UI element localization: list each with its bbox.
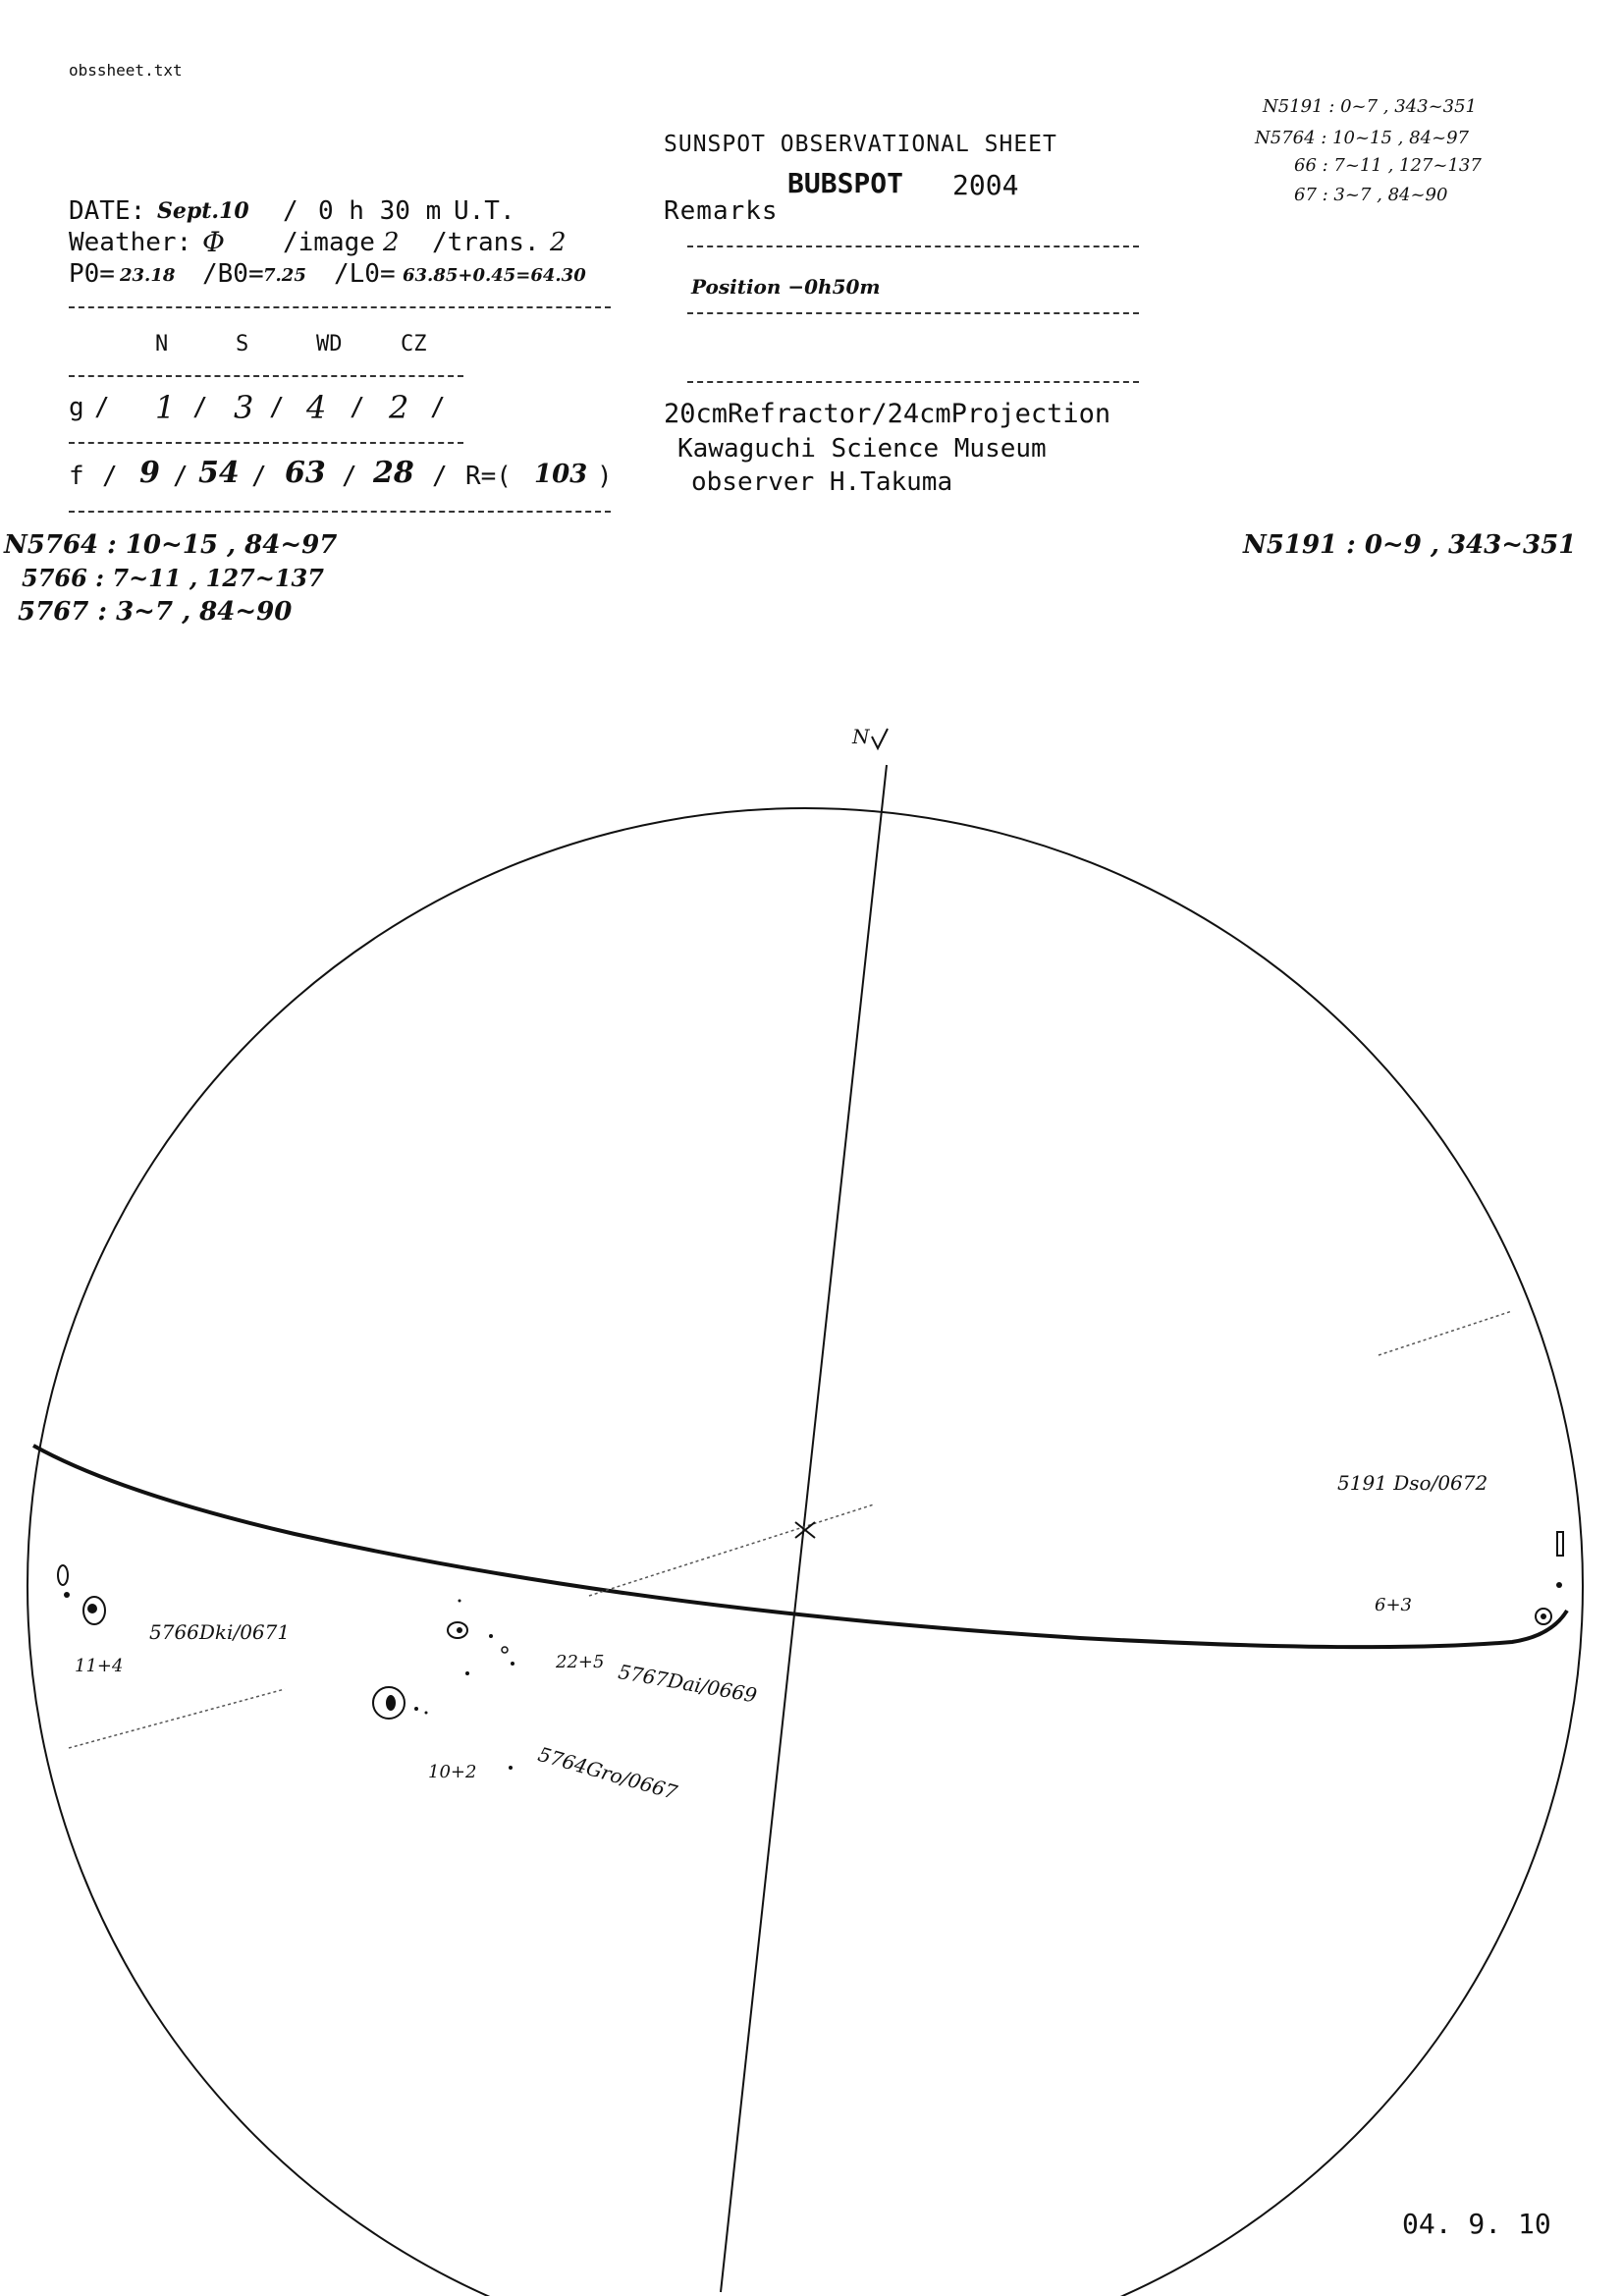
file-label: obssheet.txt: [69, 61, 183, 80]
sunspot-group-5764: [373, 1687, 513, 1770]
f-row-sep: /: [342, 462, 357, 491]
date-label: DATE:: [69, 196, 146, 226]
p0-label: P0=: [69, 259, 115, 289]
g-row-label: g: [69, 393, 84, 422]
group-label-5191: 5191 Dso/0672: [1337, 1471, 1488, 1495]
b0-label: /B0=: [202, 259, 264, 289]
image-label: /image: [283, 228, 375, 257]
group-count-5767: 22+5: [556, 1652, 605, 1672]
remarks-note: Position −0h50m: [691, 275, 881, 299]
g-value-wd: 4: [306, 389, 327, 426]
instrument-line3: observer H.Takuma: [691, 467, 953, 497]
north-label: N: [852, 725, 870, 748]
f-row-sep: /: [251, 462, 267, 491]
group-count-5764: 10+2: [428, 1762, 477, 1782]
left-note: 5766 : 7~11 , 127~137: [22, 564, 324, 592]
instrument-line2: Kawaguchi Science Museum: [677, 434, 1047, 464]
l0-value: 63.85+0.45=64.30: [403, 265, 586, 286]
f-value-cz: 28: [373, 456, 414, 490]
time-unit: U.T.: [454, 196, 515, 226]
group-count-5766: 11+4: [75, 1656, 124, 1676]
g-value-cz: 2: [389, 389, 409, 426]
remarks-label: Remarks: [664, 196, 779, 226]
trans-label: /trans.: [432, 228, 540, 257]
g-row-sep: /: [350, 393, 365, 422]
col-header-wd: WD: [316, 332, 343, 356]
group-label-5764: 5764Gro/0667: [535, 1742, 680, 1805]
sheet-title: SUNSPOT OBSERVATIONAL SHEET: [664, 132, 1057, 157]
p0-value: 23.18: [120, 265, 176, 286]
left-note: 5767 : 3~7 , 84~90: [18, 597, 293, 627]
top-right-note: N5764 : 10~15 , 84~97: [1255, 128, 1470, 148]
date-value: Sept.10: [157, 198, 249, 224]
f-value-n: 9: [139, 456, 160, 490]
g-row-sep: /: [269, 393, 285, 422]
time-value: 0 h 30 m: [318, 196, 442, 226]
r-value: 103: [534, 460, 588, 489]
f-value-s: 54: [198, 456, 240, 490]
footer-date: 04. 9. 10: [1402, 2208, 1551, 2240]
f-row-sep: /: [173, 462, 189, 491]
f-value-wd: 63: [285, 456, 326, 490]
sheet-year: 2004: [952, 169, 1019, 201]
time-sep: /: [283, 196, 298, 226]
top-right-note: 67 : 3~7 , 84~90: [1294, 185, 1448, 205]
g-row-sep: /: [430, 393, 446, 422]
left-note: N5764 : 10~15 , 84~97: [4, 530, 338, 560]
group-label-5766: 5766Dki/0671: [149, 1620, 291, 1644]
g-value-n: 1: [155, 389, 176, 426]
top-right-note: N5191 : 0~7 , 343~351: [1263, 96, 1478, 117]
group-count-5191: 6+3: [1375, 1595, 1412, 1615]
g-row-sep: /: [94, 393, 110, 422]
col-header-cz: CZ: [401, 332, 427, 356]
sunspot-group-5767: [448, 1600, 514, 1676]
f-row-label: f: [69, 462, 84, 491]
group-label-5767: 5767Dai/0669: [616, 1660, 759, 1708]
instrument-line1: 20cmRefractor/24cmProjection: [664, 399, 1111, 429]
f-row-sep: /: [432, 462, 448, 491]
b0-value: 7.25: [263, 265, 306, 286]
g-value-s: 3: [234, 389, 254, 426]
image-value: 2: [383, 228, 400, 257]
g-row-sep: /: [192, 393, 208, 422]
faint-line: [589, 1504, 874, 1596]
faint-line: [69, 1689, 285, 1748]
r-label: R=(: [465, 462, 512, 491]
faint-line: [1379, 1311, 1512, 1355]
top-right-note: 66 : 7~11 , 127~137: [1294, 155, 1482, 176]
sunspot-group-5766: [58, 1565, 105, 1624]
sheet-subtitle: BUBSPOT: [787, 167, 904, 199]
f-row-sep: /: [102, 462, 118, 491]
solar-disk: [27, 808, 1583, 2296]
r-close: ): [597, 462, 613, 491]
col-header-n: N: [155, 332, 169, 356]
l0-label: /L0=: [334, 259, 396, 289]
weather-label: Weather:: [69, 228, 192, 257]
sunspot-group-5191: [1536, 1532, 1563, 1624]
weather-value: Φ: [202, 226, 225, 258]
right-note: N5191 : 0~9 , 343~351: [1243, 530, 1577, 560]
col-header-s: S: [236, 332, 249, 356]
trans-value: 2: [550, 228, 567, 257]
north-mark-stroke: [872, 729, 888, 748]
